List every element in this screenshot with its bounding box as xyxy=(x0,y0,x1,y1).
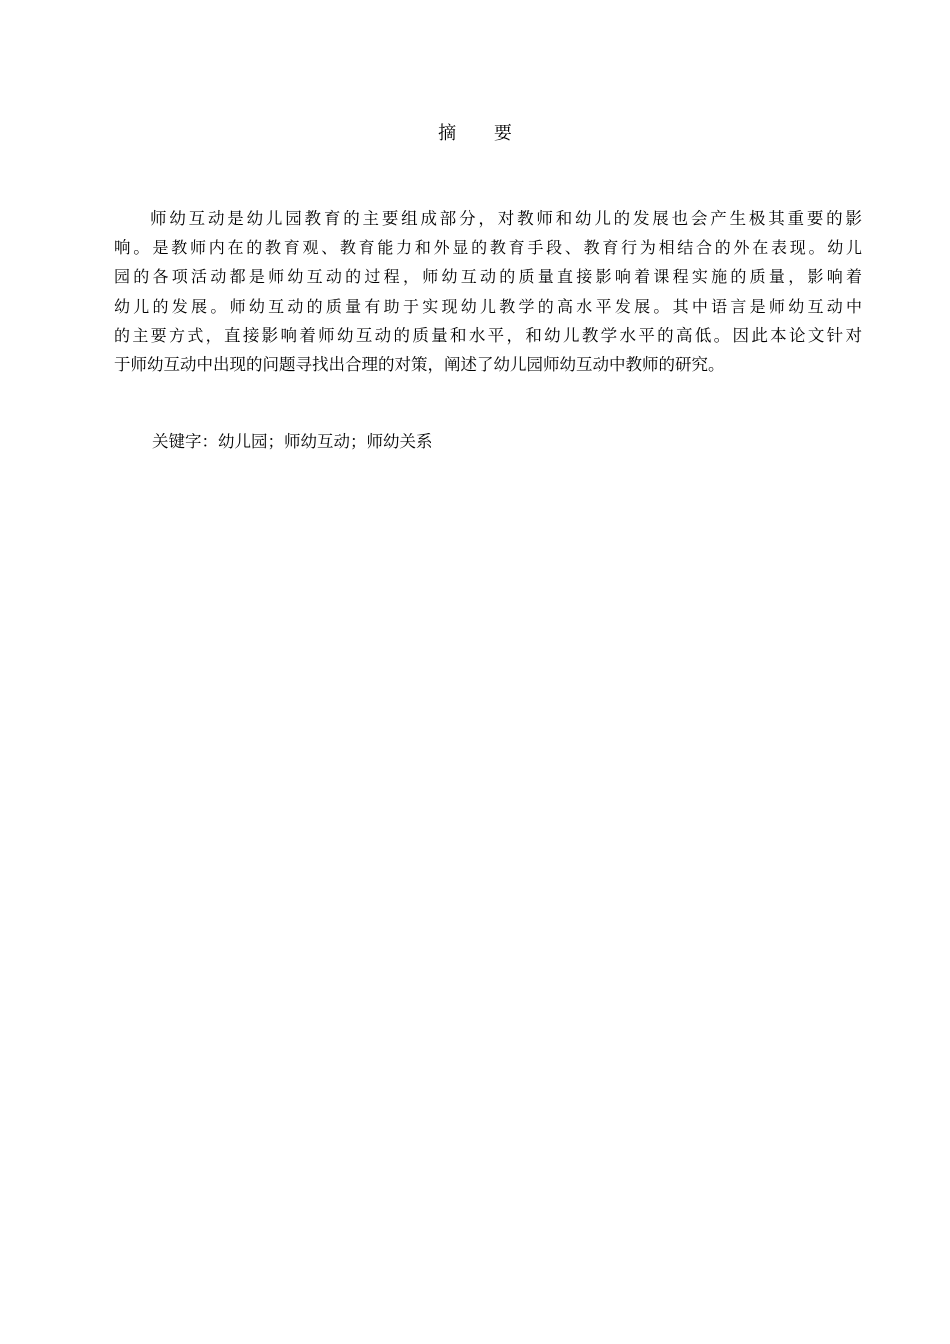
abstract-text-run: 直接影响着师幼互动的质量和水平，和幼儿教学水平的高低。因此本论文针对 xyxy=(224,325,862,345)
abstract-text-run: 园的各项活动都是师幼互动的过程，师幼互动的质量直接影响着课程实施的质量，影响着 xyxy=(114,267,862,287)
keywords-label: 关键字： xyxy=(152,432,218,451)
abstract-text-run: 的主要方式， xyxy=(114,325,224,345)
abstract-text-run: 于师幼互动中出现的问题寻找出合理的对策，阐述了幼儿园师幼互动中教师的研究。 xyxy=(114,354,725,374)
abstract-line-5 xyxy=(114,321,862,350)
abstract-line-1 xyxy=(114,204,862,233)
abstract-line-3 xyxy=(114,262,862,291)
abstract-text-run: 师幼互动是幼儿园教育的主要组成部分，对教师和幼儿的发展也会产生极其重要的影 xyxy=(150,209,862,228)
abstract-line-4 xyxy=(114,292,862,321)
abstract-text-run: 响。 xyxy=(114,238,153,258)
keywords-value: 幼儿园；师幼互动；师幼关系 xyxy=(218,432,433,451)
keywords-line xyxy=(152,430,852,454)
abstract-text-run: 幼儿的发展。师幼互动的质量有助于实现幼儿教学的高水平发展。其中语言是师幼互动中 xyxy=(114,296,862,316)
abstract-paragraph xyxy=(114,204,862,379)
abstract-text-run: 是教师内在的教育观、教育能力和外显的教育手段、教育行为相结合的外在表现。幼儿 xyxy=(152,238,862,258)
abstract-line-2 xyxy=(114,233,862,262)
abstract-line-6 xyxy=(114,350,862,379)
abstract-title: 摘 要 xyxy=(438,123,528,144)
